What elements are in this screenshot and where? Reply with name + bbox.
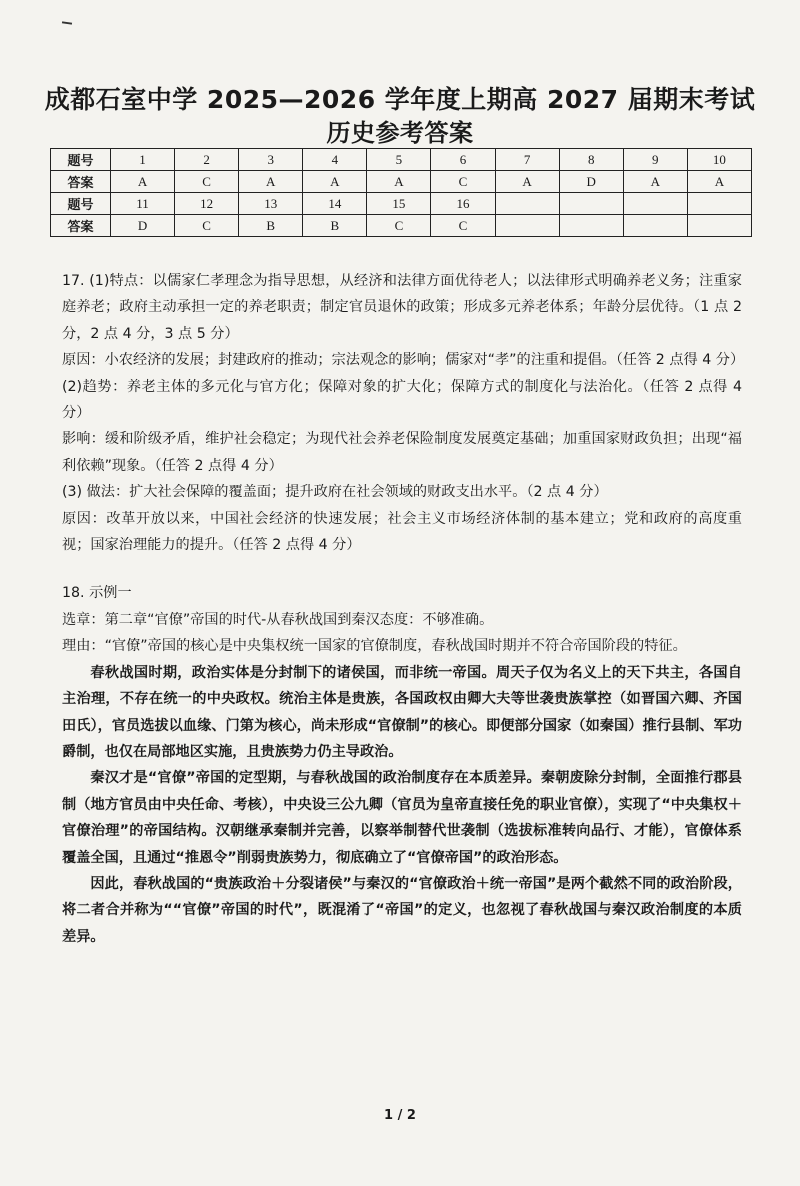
corner-mark bbox=[62, 21, 72, 24]
question-number-cell: 12 bbox=[175, 193, 239, 215]
answer-table bbox=[50, 148, 752, 237]
question-number-cell: 1 bbox=[111, 149, 175, 171]
page-number: 1 / 2 bbox=[384, 1108, 416, 1123]
row-label-answer: 答案 bbox=[51, 215, 111, 237]
q17-part2-impact: 影响：缓和阶级矛盾，维护社会稳定；为现代社会养老保险制度发展奠定基础；加重国家财政负担；出现“福利依赖”现象。（任答 2 点得 4 分） bbox=[62, 431, 742, 474]
answer-cell: C bbox=[175, 171, 239, 193]
q17-part3-methods: (3) 做法：扩大社会保障的覆盖面；提升政府在社会领域的财政支出水平。（2 点 4 分） bbox=[62, 484, 608, 501]
answer-cell: D bbox=[111, 215, 175, 237]
question-number-cell: 7 bbox=[495, 149, 559, 171]
q18-paragraph-3: 因此，春秋战国的“贵族政治＋分裂诸侯”与秦汉的“官僚政治＋统一帝国”是两个截然不同的政治阶段，将二者合并称为““官僚”帝国的时代”，既混淆了“帝国”的定义，也忽视了春秋战国与秦汉政治制度的本质差异。 bbox=[62, 875, 742, 945]
q17-part1-reasons: 原因：小农经济的发展；封建政府的推动；宗法观念的影响；儒家对“孝”的注重和提倡。（任答 2 点得 4 分） bbox=[62, 352, 745, 369]
q17-part2-trends: (2)趋势：养老主体的多元化与官方化；保障对象的扩大化；保障方式的制度化与法治化。（任答 2 点得 4 分） bbox=[62, 378, 742, 422]
answer-cell: A bbox=[623, 171, 687, 193]
question-number-row bbox=[51, 149, 752, 171]
q17-part3-reasons: 原因：改革开放以来，中国社会经济的快速发展；社会主义市场经济体制的基本建立；党和政府的高度重视；国家治理能力的提升。（任答 2 点得 4 分） bbox=[62, 510, 742, 554]
answer-cell bbox=[687, 215, 751, 237]
question-number-cell bbox=[559, 193, 623, 215]
question-number-cell: 13 bbox=[239, 193, 303, 215]
answer-cell: A bbox=[367, 171, 431, 193]
question-number-cell bbox=[495, 193, 559, 215]
question-number-cell: 9 bbox=[623, 149, 687, 171]
question-number-cell: 16 bbox=[431, 193, 495, 215]
q18-heading: 18. 示例一 bbox=[62, 585, 132, 602]
answer-cell: B bbox=[239, 215, 303, 237]
answer-cell: A bbox=[687, 171, 751, 193]
q18-paragraph-1: 春秋战国时期，政治实体是分封制下的诸侯国，而非统一帝国。周天子仅为名义上的天下共主，各国自主治理，不存在统一的中央政权。统治主体是贵族，各国政权由卿大夫等世袭贵族掌控（如晋国六卿、齐国田氏），官员选拔以血缘、门第为核心，尚未形成“官僚制”的核心。即便部分国家（如秦国）推行县制、军功爵制，也仅在局部地区实施，且贵族势力仍主导政治。 bbox=[62, 664, 742, 760]
answer-body bbox=[62, 268, 745, 950]
answer-cell bbox=[559, 215, 623, 237]
question-number-cell: 4 bbox=[303, 149, 367, 171]
answer-cell: A bbox=[239, 171, 303, 193]
question-number-cell: 11 bbox=[111, 193, 175, 215]
question-number-cell: 6 bbox=[431, 149, 495, 171]
row-label-answer: 答案 bbox=[51, 171, 111, 193]
answer-cell: C bbox=[431, 171, 495, 193]
question-number-cell bbox=[687, 193, 751, 215]
q18-paragraph-2: 秦汉才是“官僚”帝国的定型期，与春秋战国的政治制度存在本质差异。秦朝废除分封制，全面推行郡县制（地方官员由中央任命、考核），中央设三公九卿（官员为皇帝直接任免的职业官僚），实现了“中央集权＋官僚治理”的帝国结构。汉朝继承秦制并完善，以察举制替代世袭制（选拔标准转向品行、才能），官僚体系覆盖全国，且通过“推恩令”削弱贵族势力，彻底确立了“官僚帝国”的政治形态。 bbox=[62, 770, 742, 866]
q18-choice: 选章：第二章“官僚”帝国的时代-从春秋战国到秦汉态度：不够准确。 bbox=[62, 611, 494, 628]
answer-cell: C bbox=[175, 215, 239, 237]
answer-cell: C bbox=[431, 215, 495, 237]
answer-cell: B bbox=[303, 215, 367, 237]
question-number-row bbox=[51, 193, 752, 215]
answer-cell: C bbox=[367, 215, 431, 237]
question-number-cell: 8 bbox=[559, 149, 623, 171]
answer-cell: A bbox=[111, 171, 175, 193]
row-label-question: 题号 bbox=[51, 193, 111, 215]
question-number-cell: 14 bbox=[303, 193, 367, 215]
question-number-cell: 2 bbox=[175, 149, 239, 171]
answer-cell bbox=[495, 215, 559, 237]
page-subtitle: 历史参考答案 bbox=[326, 119, 474, 147]
question-number-cell: 10 bbox=[687, 149, 751, 171]
page-title: 成都石室中学 2025—2026 学年度上期高 2027 届期末考试 bbox=[44, 85, 756, 114]
row-label-question: 题号 bbox=[51, 149, 111, 171]
q18-reason: 理由：“官僚”帝国的核心是中央集权统一国家的官僚制度，春秋战国时期并不符合帝国阶段的特征。 bbox=[62, 638, 687, 655]
question-number-cell: 15 bbox=[367, 193, 431, 215]
answer-cell bbox=[623, 215, 687, 237]
answer-row bbox=[51, 171, 752, 193]
answer-cell: D bbox=[559, 171, 623, 193]
question-number-cell: 5 bbox=[367, 149, 431, 171]
answer-row bbox=[51, 215, 752, 237]
q17-part1-features: 17. (1)特点：以儒家仁孝理念为指导思想，从经济和法律方面优待老人；以法律形式明确养老义务；注重家庭养老；政府主动承担一定的养老职责；制定官员退休的政策；形成多元养老体系；年龄分层优待。（1 点 2 分，2 点 4 分，3 点 5 分） bbox=[62, 273, 742, 342]
question-number-cell bbox=[623, 193, 687, 215]
question-number-cell: 3 bbox=[239, 149, 303, 171]
answer-cell: A bbox=[495, 171, 559, 193]
answer-cell: A bbox=[303, 171, 367, 193]
